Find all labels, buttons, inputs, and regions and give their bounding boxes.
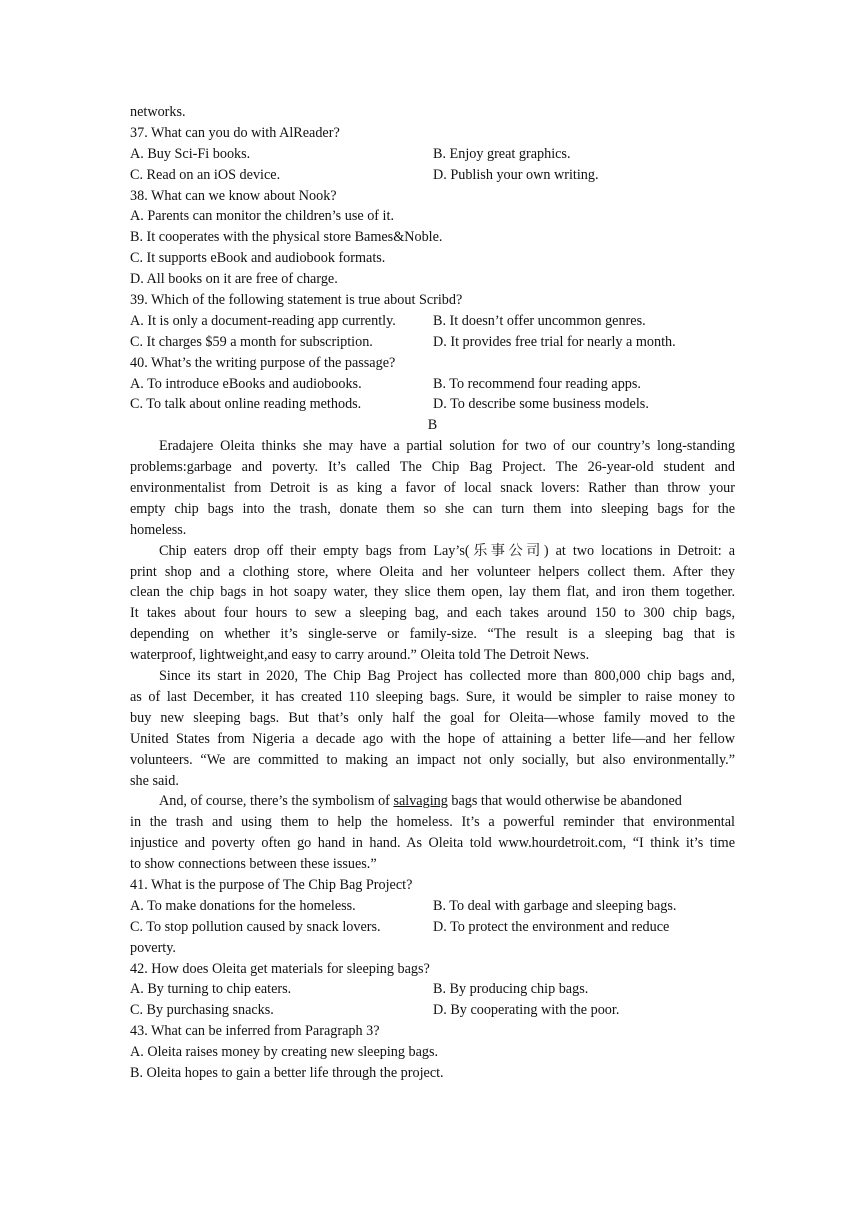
question-41-option-d: D. To protect the environment and reduce — [433, 918, 670, 935]
question-42-option-a: A. By turning to chip eaters. — [130, 981, 292, 998]
question-41-option-d-continued: poverty. — [130, 939, 176, 956]
passage-line: empty chip bags into the trash, donate them so she can turn them into sleeping bags for the — [130, 500, 735, 517]
question-38-stem: 38. What can we know about Nook? — [130, 187, 337, 204]
passage-line: homeless. — [130, 521, 187, 538]
passage-line: injustice and poverty often go hand in hand. As Oleita told www.hourdetroit.com, “I think it’s time — [130, 835, 735, 852]
question-41-option-c: C. To stop pollution caused by snack lovers. — [130, 918, 381, 935]
passage-line: Eradajere Oleita thinks she may have a partial solution for two of our country’s long-standing — [159, 438, 735, 455]
question-40-option-a: A. To introduce eBooks and audiobooks. — [130, 375, 362, 392]
question-42-row-2 — [130, 1000, 735, 1021]
question-40-row-2 — [130, 394, 735, 415]
question-37-option-a: A. Buy Sci-Fi books. — [130, 145, 251, 162]
passage-line: depending on whether it’s single-serve or family-size. “The result is a sleeping bag that is — [130, 626, 735, 643]
question-39-row-2 — [130, 332, 735, 353]
question-40-option-b: B. To recommend four reading apps. — [433, 375, 641, 392]
exam-page — [130, 102, 735, 1084]
passage-line: Chip eaters drop off their empty bags from Lay’s(乐事公司) at two locations in Detroit: a — [159, 542, 735, 559]
passage-text: And, of course, there’s the symbolism of — [159, 793, 394, 810]
question-41-row-2 — [130, 917, 735, 938]
question-42-option-c: C. By purchasing snacks. — [130, 1002, 274, 1019]
question-41-option-a: A. To make donations for the homeless. — [130, 897, 356, 914]
question-37-option-c: C. Read on an iOS device. — [130, 166, 281, 183]
passage-line: volunteers. “We are committed to making an impact not only socially, but also environmentally.” — [130, 751, 735, 768]
question-42-stem: 42. How does Oleita get materials for sleeping bags? — [130, 960, 430, 977]
passage-fragment: networks. — [130, 104, 186, 120]
passage-line: waterproof, lightweight,and easy to carry around.” Oleita told The Detroit News. — [130, 647, 590, 664]
question-42-option-d: D. By cooperating with the poor. — [433, 1002, 620, 1019]
passage-line: she said. — [130, 772, 179, 789]
question-40-option-d: D. To describe some business models. — [433, 396, 649, 413]
question-37-row-1 — [130, 144, 735, 165]
question-43-option-a: A. Oleita raises money by creating new sleeping bags. — [130, 1044, 439, 1061]
question-39-stem: 39. Which of the following statement is true about Scribd? — [130, 292, 463, 309]
question-39-row-1 — [130, 311, 735, 332]
question-41-row-1 — [130, 896, 735, 917]
passage-line: environmentalist from Detroit is as king a favor of local snack lovers: Rather than throw your — [130, 480, 735, 497]
question-37-row-2 — [130, 165, 735, 186]
question-40-row-1 — [130, 374, 735, 395]
question-37-option-d: D. Publish your own writing. — [433, 166, 599, 183]
question-40-stem: 40. What’s the writing purpose of the passage? — [130, 354, 396, 371]
question-37-stem: 37. What can you do with AlReader? — [130, 124, 340, 141]
passage-text: bags that would otherwise be abandoned — [447, 793, 682, 810]
question-42-option-b: B. By producing chip bags. — [433, 981, 589, 998]
section-heading: B — [427, 417, 438, 434]
passage-line: print shop and a clothing store, where Oleita and her volunteer helpers collect them. After they — [130, 563, 735, 580]
passage-line: to show connections between these issues.” — [130, 856, 377, 873]
passage-line — [130, 791, 735, 812]
passage-line: in the trash and using them to help the homeless. It’s a powerful reminder that environmental — [130, 814, 735, 831]
question-40-option-c: C. To talk about online reading methods. — [130, 396, 362, 413]
question-41-option-b: B. To deal with garbage and sleeping bags. — [433, 897, 677, 914]
question-38-option-d: D. All books on it are free of charge. — [130, 271, 338, 288]
question-43-stem: 43. What can be inferred from Paragraph 3? — [130, 1023, 380, 1040]
question-42-row-1 — [130, 979, 735, 1000]
passage-line: problems:garbage and poverty. It’s called The Chip Bag Project. The 26-year-old student and — [130, 459, 735, 476]
question-38-option-b: B. It cooperates with the physical store Bames&Noble. — [130, 229, 443, 246]
question-39-option-b: B. It doesn’t offer uncommon genres. — [433, 312, 646, 329]
question-39-option-a: A. It is only a document-reading app currently. — [130, 312, 396, 329]
passage-line: clean the chip bags in hot soapy water, they slice them open, lay them flat, and iron them together. — [130, 584, 735, 601]
passage-line: buy new sleeping bags. But that’s only half the goal for Oleita—whose family moved to the — [130, 709, 735, 726]
question-38-option-c: C. It supports eBook and audiobook formats. — [130, 250, 386, 267]
passage-line: Since its start in 2020, The Chip Bag Project has collected more than 800,000 chip bags and, — [159, 668, 735, 685]
question-41-stem: 41. What is the purpose of The Chip Bag Project? — [130, 876, 413, 893]
passage-line: as of last December, it has created 110 sleeping bags. Sure, it would be simpler to raise money to — [130, 688, 735, 705]
underlined-word: salvaging — [393, 793, 448, 810]
question-39-option-d: D. It provides free trial for nearly a month. — [433, 333, 676, 350]
question-38-option-a: A. Parents can monitor the children’s use of it. — [130, 208, 394, 225]
question-39-option-c: C. It charges $59 a month for subscription. — [130, 333, 373, 350]
passage-line: It takes about four hours to sew a sleeping bag, and each takes around 150 to 300 chip bags, — [130, 605, 735, 622]
question-43-option-b: B. Oleita hopes to gain a better life through the project. — [130, 1064, 444, 1081]
question-37-option-b: B. Enjoy great graphics. — [433, 145, 571, 162]
passage-line: United States from Nigeria a decade ago with the hope of attaining a better life—and her fellow — [130, 730, 735, 747]
